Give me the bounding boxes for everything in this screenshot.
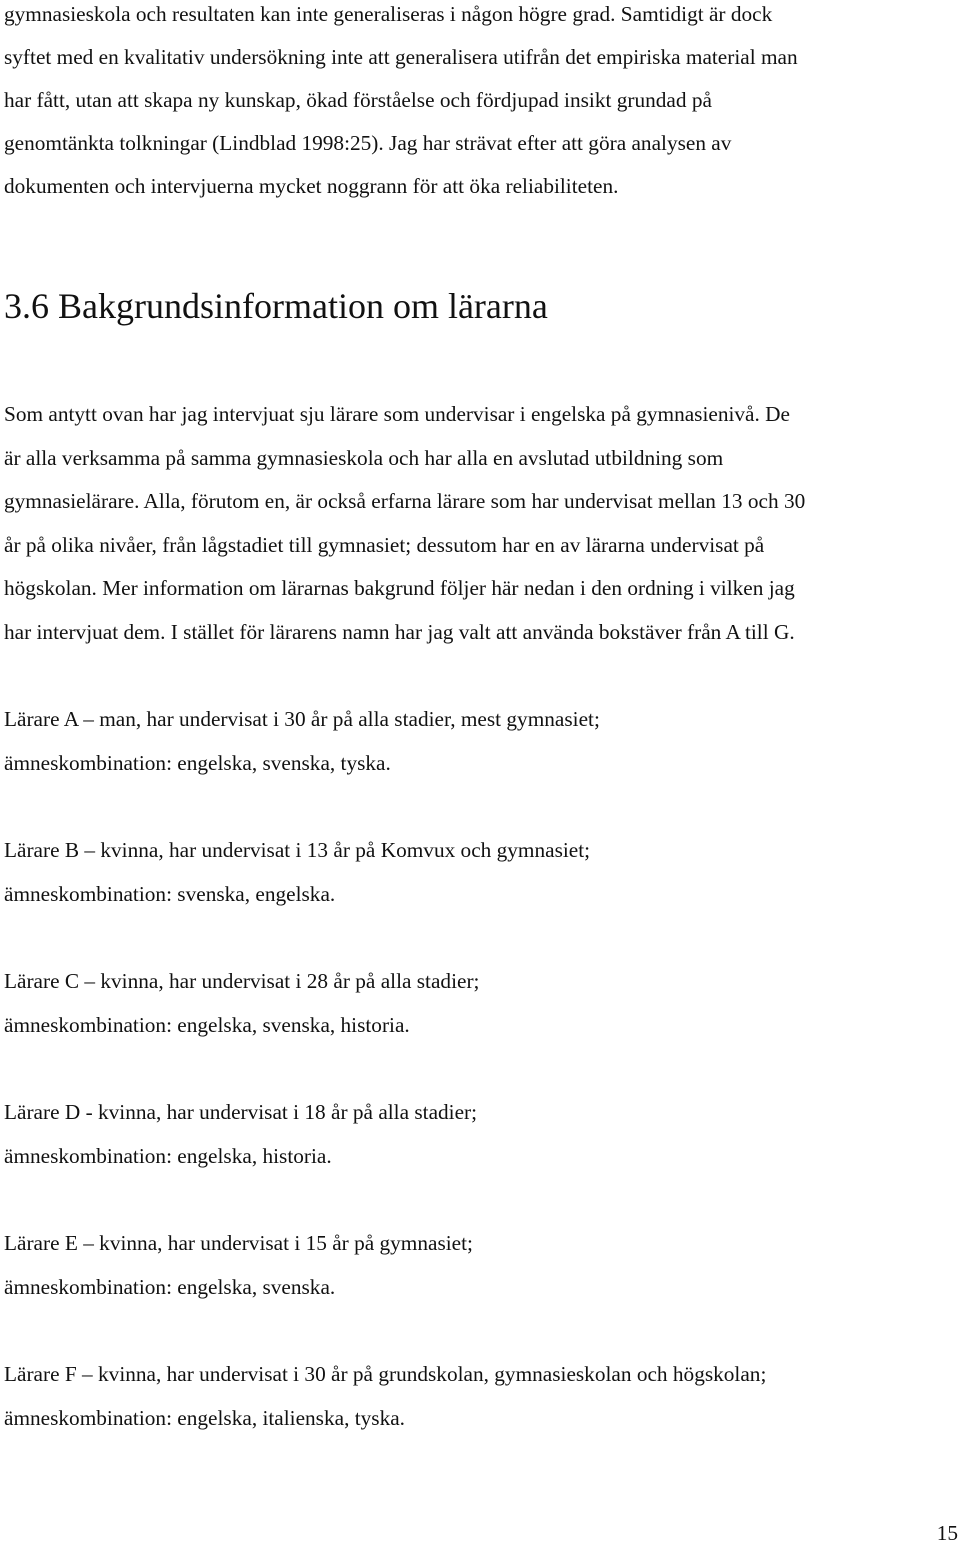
text-line: gymnasieskola och resultaten kan inte generaliseras i någon högre grad. Samtidigt är dock xyxy=(4,2,773,26)
teacher-description: Lärare E – kvinna, har undervisat i 15 år på gymnasiet; xyxy=(4,1231,473,1255)
teacher-description: Lärare D - kvinna, har undervisat i 18 år på alla stadier; xyxy=(4,1100,478,1124)
section-heading: 3.6 Bakgrundsinformation om lärarna xyxy=(4,286,548,326)
teacher-subjects: ämneskombination: engelska, svenska, tyska. xyxy=(4,751,391,775)
text-line: är alla verksamma på samma gymnasieskola och har alla en avslutad utbildning som xyxy=(4,446,724,470)
teacher-subjects: ämneskombination: engelska, svenska, historia. xyxy=(4,1013,410,1037)
text-line: högskolan. Mer information om lärarnas bakgrund följer här nedan i den ordning i vilken jag xyxy=(4,576,795,600)
teacher-subjects: ämneskombination: engelska, historia. xyxy=(4,1144,332,1168)
teacher-description: Lärare F – kvinna, har undervisat i 30 år på grundskolan, gymnasieskolan och högskolan; xyxy=(4,1362,767,1386)
teacher-description: Lärare B – kvinna, har undervisat i 13 år på Komvux och gymnasiet; xyxy=(4,838,591,862)
teacher-description: Lärare C – kvinna, har undervisat i 28 år på alla stadier; xyxy=(4,969,480,993)
text-line: gymnasielärare. Alla, förutom en, är också erfarna lärare som har undervisat mellan 13 och 30 xyxy=(4,489,806,513)
teacher-description: Lärare A – man, har undervisat i 30 år på alla stadier, mest gymnasiet; xyxy=(4,707,600,731)
teacher-subjects: ämneskombination: engelska, svenska. xyxy=(4,1275,336,1299)
text-line: dokumenten och intervjuerna mycket noggrann för att öka reliabiliteten. xyxy=(4,174,619,198)
teacher-subjects: ämneskombination: svenska, engelska. xyxy=(4,882,336,906)
text-line: har fått, utan att skapa ny kunskap, ökad förståelse och fördjupad insikt grundad på xyxy=(4,88,712,112)
text-line: år på olika nivåer, från lågstadiet till gymnasiet; dessutom har en av lärarna undervisat på xyxy=(4,533,765,557)
text-line: genomtänkta tolkningar (Lindblad 1998:25). Jag har strävat efter att göra analysen av xyxy=(4,131,732,155)
page-number: 15 xyxy=(936,1521,958,1545)
teacher-subjects: ämneskombination: engelska, italienska, tyska. xyxy=(4,1406,406,1430)
text-line: Som antytt ovan har jag intervjuat sju lärare som undervisar i engelska på gymnasienivå. De xyxy=(4,402,790,426)
text-line: syftet med en kvalitativ undersökning inte att generalisera utifrån det empiriska material man xyxy=(4,45,798,69)
text-line: har intervjuat dem. I stället för lärarens namn har jag valt att använda bokstäver från A till G. xyxy=(4,620,795,644)
